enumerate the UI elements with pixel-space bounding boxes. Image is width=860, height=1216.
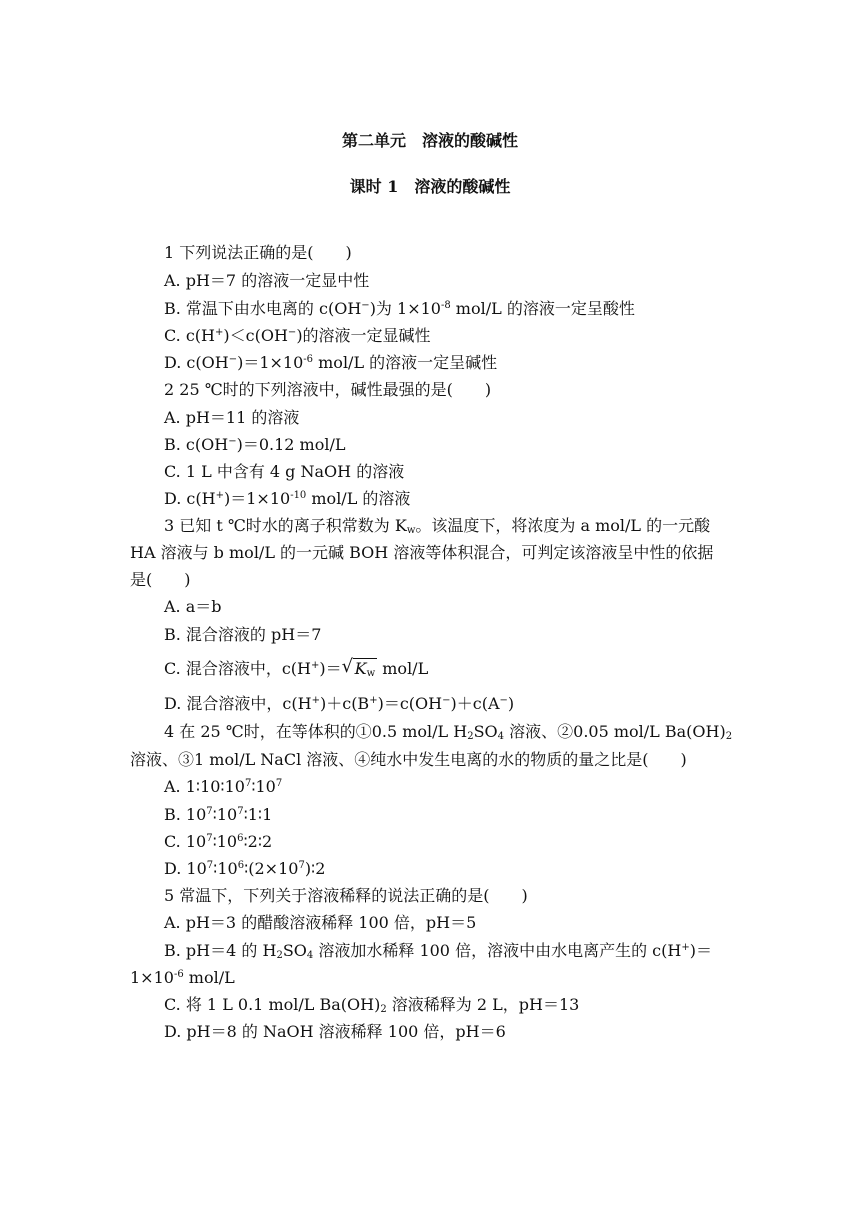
question-1-option-b: B. 常温下由水电离的 c(OH−)为 $1\times 10^{-8}$ mol/L 的溶液一定呈酸性 (164, 299, 635, 318)
question-5-option-d: D. pH＝8 的 NaOH 溶液稀释 100 倍，pH＝6 (164, 1022, 506, 1041)
question-3-option-d: D. 混合溶液中，c(H+)＋c(B+)＝c(OH−)＋c(A−) (164, 694, 515, 713)
question-5-option-b-line-2: $1\times 10^{-6}$ mol/L (130, 968, 235, 987)
question-2-option-a: A. pH＝11 的溶液 (164, 408, 300, 427)
question-4-option-c: C. $10^7∶10^6∶2∶2$ (164, 832, 273, 851)
question-4-option-a: A. $1∶10∶10^7∶10^7$ (164, 777, 283, 796)
question-5-option-b-line-1: B. pH＝4 的 $H_2SO_4$ 溶液加水稀释 100 倍，溶液中由水电离产生的 c(H+)＝ (164, 941, 712, 961)
question-4-line-1: 4 在 25 ℃时，在等体积的①0.5 mol/L $H_2SO_4$ 溶液、②0.05 mol/L $Ba(OH)_2$ (164, 722, 733, 742)
question-1-option-d: D. $c(OH^-)=1\times 10^{-6}$ mol/L 的溶液一定呈碱性 (164, 353, 498, 372)
question-3-option-b: B. 混合溶液的 pH＝7 (164, 625, 322, 644)
question-1-option-a: A. pH＝7 的溶液一定显中性 (164, 271, 370, 290)
question-2-stem: 2 25 ℃时的下列溶液中，碱性最强的是( ) (164, 380, 492, 399)
question-3-line-3: 是( ) (130, 570, 191, 589)
question-4-option-b: B. $10^7∶10^7∶1∶1$ (164, 805, 273, 824)
question-3-line-2: HA 溶液与 b mol/L 的一元碱 BOH 溶液等体积混合，可判定该溶液呈中性的依据 (130, 543, 714, 562)
question-5-stem: 5 常温下，下列关于溶液稀释的说法正确的是( ) (164, 886, 528, 905)
question-3-option-a: A. a＝b (164, 597, 222, 616)
question-3-line-1: 3 已知 t ℃时水的离子积常数为 $K_w$。该温度下，将浓度为 a mol/L 的一元酸 (164, 516, 711, 536)
question-4-option-d: D. $10^7∶10^6∶(2\times 10^7)∶2$ (164, 859, 326, 878)
question-3-option-c: C. 混合溶液中，c(H+)＝√ $K_w$ mol/L (164, 659, 428, 679)
question-2-option-b: B. c(OH−)＝0.12 mol/L (164, 435, 346, 454)
unit-title: 第二单元 溶液的酸碱性 (341, 131, 518, 150)
question-2-option-d: D. $c(H^+)=1\times 10^{-10}$ mol/L 的溶液 (164, 489, 411, 508)
question-5-option-c: C. 将 1 L 0.1 mol/L $Ba(OH)_2$ 溶液稀释为 2 L，pH＝13 (164, 995, 580, 1015)
question-2-option-c: C. 1 L 中含有 4 g NaOH 的溶液 (164, 462, 405, 481)
question-4-line-2: 溶液、③1 mol/L NaCl 溶液、④纯水中发生电离的水的物质的量之比是( ) (130, 750, 687, 769)
lesson-title: 课时 1 溶液的酸碱性 (349, 177, 511, 196)
square-root-sign: √ $K_w$ (342, 659, 378, 679)
question-5-option-a: A. pH＝3 的醋酸溶液稀释 100 倍，pH＝5 (164, 913, 477, 932)
question-1-option-c: C. c(H+)＜c(OH−)的溶液一定显碱性 (164, 326, 431, 345)
question-1-stem: 1 下列说法正确的是( ) (164, 243, 352, 262)
